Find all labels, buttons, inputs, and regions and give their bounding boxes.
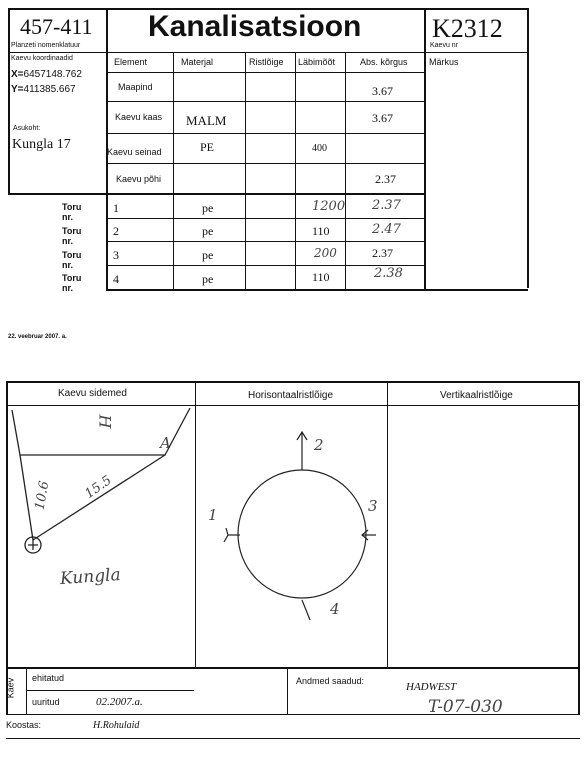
pipe-elevation: 2.37: [372, 246, 393, 260]
date-note: 22. veebruar 2007. a.: [8, 334, 67, 340]
nomenclature-caption: Planzeti nomenklatuur: [11, 42, 81, 49]
location-caption: Asukoht:: [13, 125, 41, 132]
well-number: K2312: [432, 14, 503, 43]
pipe-material: pe: [202, 224, 214, 238]
sketch-header-horizontal: Horisontaalristlõige: [248, 390, 334, 401]
coordinate-y-value: 411385.667: [23, 84, 76, 95]
built-label: ehitatud: [32, 673, 65, 683]
row-element-ground: Maapind: [118, 82, 153, 92]
connections-mark: A: [160, 434, 171, 452]
pipe-number: 4: [113, 272, 119, 286]
pipe-label: Toru nr.: [62, 273, 82, 293]
measured-label: uuritud: [32, 697, 60, 707]
row-diameter-walls: 400: [312, 143, 327, 154]
col-header-remarks: Märkus: [429, 57, 459, 67]
data-from-label: Andmed saadud:: [296, 676, 365, 686]
page-title: Kanalisatsioon: [148, 10, 362, 43]
connections-mark: H: [95, 414, 115, 429]
connections-mark: 10.6: [32, 479, 53, 512]
coordinates-caption: Kaevu koordinaadid: [11, 55, 73, 62]
pipe-diameter: 110: [312, 270, 330, 284]
col-header-material: Materjal: [181, 57, 214, 67]
row-element-bottom: Kaevu põhi: [116, 174, 162, 184]
pipe-number: 3: [113, 248, 119, 262]
data-code: T-07-030: [428, 697, 503, 717]
connections-street: Kungla: [59, 564, 122, 590]
section-pipe-number: 1: [208, 506, 218, 524]
footer-side-label: Kaev: [5, 677, 16, 699]
compiled-label: Koostas:: [6, 720, 42, 730]
nomenclature-number: 457-411: [20, 14, 93, 39]
measured-date: 02.2007.a.: [96, 696, 143, 708]
coordinate-x-value: 6457148.762: [23, 69, 82, 80]
pipe-label: Toru nr.: [62, 250, 82, 270]
section-pipe-number: 4: [330, 600, 340, 618]
data-from-value: HADWEST: [406, 681, 457, 693]
row-element-walls: Kaevu seinad: [107, 147, 162, 157]
sketch-header-vertical: Vertikaalristlõige: [440, 390, 513, 401]
pipe-diameter: 1200: [312, 199, 346, 214]
pipe-diameter: 110: [312, 224, 330, 238]
pipe-material: pe: [202, 248, 214, 262]
pipe-label: Toru nr.: [62, 226, 82, 246]
section-pipe-number: 3: [368, 497, 378, 515]
location-value: Kungla 17: [12, 137, 71, 152]
coordinate-y-label: Y=: [11, 84, 24, 95]
pipe-material: pe: [202, 201, 214, 215]
col-header-element: Element: [114, 57, 148, 67]
pipe-elevation: 2.47: [372, 222, 401, 237]
row-material-cover: MALM: [186, 113, 227, 128]
row-elevation-bottom: 2.37: [375, 172, 396, 186]
col-header-elevation: Abs. kõrgus: [360, 57, 408, 67]
col-header-diameter: Läbimõõt: [298, 57, 336, 67]
horizontal-section: [224, 432, 376, 620]
pipe-material: pe: [202, 272, 214, 286]
pipe-elevation: 2.37: [372, 198, 401, 213]
row-element-cover: Kaevu kaas: [115, 112, 163, 122]
connections-mark: 15.5: [82, 473, 115, 502]
section-pipe-number: 2: [314, 436, 324, 454]
col-header-section: Ristlõige: [249, 57, 284, 67]
row-material-walls: PE: [200, 140, 215, 154]
pipe-elevation: 2.38: [374, 266, 403, 281]
compiled-by: H.Rohulaid: [93, 720, 140, 731]
pipe-label: Toru nr.: [62, 202, 82, 222]
pipe-diameter: 200: [314, 246, 337, 260]
row-elevation-ground: 3.67: [372, 84, 393, 98]
coordinate-x-label: X=: [11, 69, 24, 80]
sketch-header-connections: Kaevu sidemed: [58, 388, 127, 399]
well-number-caption: Kaevu nr: [430, 42, 459, 49]
pipe-number: 1: [113, 201, 119, 215]
pipe-number: 2: [113, 224, 119, 238]
row-elevation-cover: 3.67: [372, 111, 393, 125]
